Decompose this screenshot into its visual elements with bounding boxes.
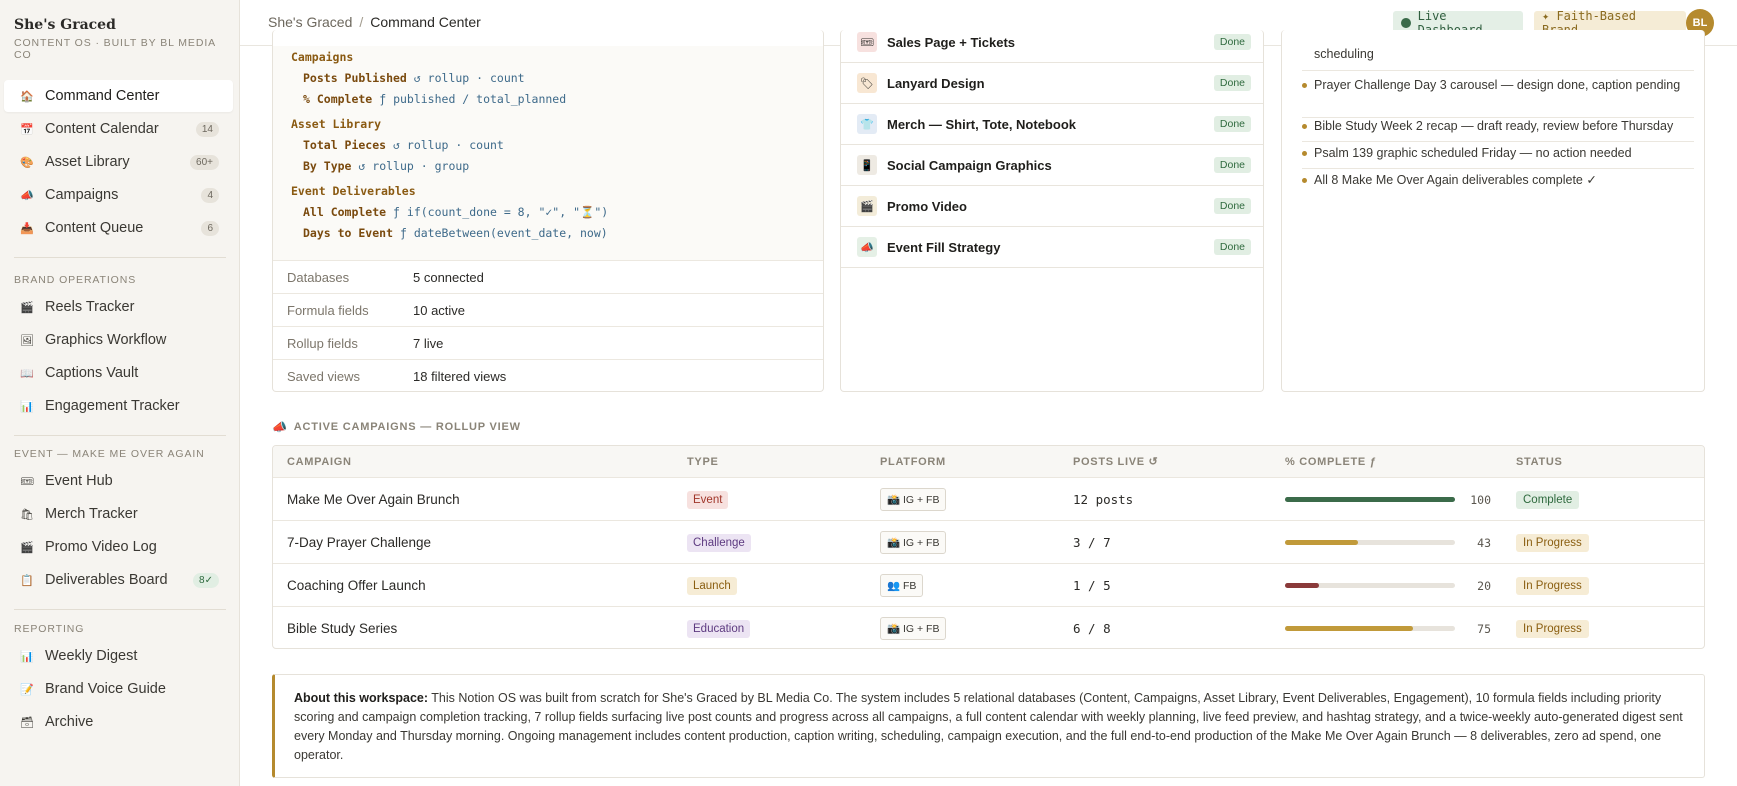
brand-title: She's Graced — [14, 17, 116, 33]
progress-bar — [1285, 497, 1455, 502]
platform-tag: 👥 FB — [880, 574, 923, 597]
ticket-icon: 🎟 — [857, 32, 877, 52]
mobile-phone-icon: 📱 — [857, 155, 877, 175]
sidebar-item-brand-voice-guide[interactable] — [4, 673, 233, 705]
deliverable-name: Promo Video — [887, 198, 967, 214]
deliverable-item[interactable] — [841, 63, 1263, 104]
sidebar-item-reels-tracker[interactable] — [4, 291, 233, 323]
formula-expression: rollup · group — [372, 159, 470, 173]
formula-card — [272, 30, 824, 392]
faith-brand-badge: ✦ Faith-Based — [1534, 11, 1686, 34]
type-tag: Education — [687, 620, 750, 638]
status-badge: Done — [1214, 75, 1251, 91]
column-header[interactable]: POSTS LIVE ↺ — [1073, 456, 1159, 468]
framed-picture-icon: 🖼 — [20, 334, 34, 347]
brand-subtitle: CONTENT OS · BUILT BY BL MEDIA CO — [14, 37, 216, 61]
stat-value: 5 connected — [413, 269, 484, 285]
posts-live: 1 / 5 — [1073, 578, 1111, 593]
progress-bar — [1285, 583, 1455, 588]
deliverable-name: Event Fill Strategy — [887, 239, 1001, 255]
stat-row — [273, 293, 824, 326]
campaigns-table — [272, 445, 1705, 649]
sidebar-section-label: BRAND OPERATIONS — [14, 274, 137, 286]
column-header[interactable]: % COMPLETE ƒ — [1285, 456, 1377, 468]
sidebar-item-label: Campaigns — [45, 187, 119, 203]
stat-row — [273, 359, 824, 392]
inbox-tray-icon: 📥 — [20, 222, 34, 235]
formula-field-name: By Type — [303, 159, 352, 173]
status-badge: Done — [1214, 34, 1251, 50]
progress-bar — [1285, 540, 1455, 545]
progress-fill — [1285, 626, 1413, 631]
formula-field — [303, 71, 525, 85]
sidebar-item-deliverables-board[interactable] — [4, 564, 233, 596]
formula-field-name: Days to Event — [303, 226, 394, 240]
stat-value: 18 filtered views — [413, 368, 507, 384]
formula-expression: rollup · count — [406, 138, 504, 152]
digest-item — [1302, 46, 1694, 63]
formula-field — [303, 92, 566, 106]
count-badge: 4 — [201, 188, 219, 203]
formula-icon: ƒ — [399, 226, 407, 240]
campaign-name: Bible Study Series — [287, 621, 398, 636]
status-badge: Complete — [1516, 491, 1579, 509]
sidebar-item-label: Engagement Tracker — [45, 398, 180, 414]
formula-group-title: Campaigns — [291, 50, 354, 64]
progress-fill — [1285, 540, 1358, 545]
about-lead: About this workspace: — [294, 691, 429, 705]
sidebar-item-label: Asset Library — [45, 154, 130, 170]
table-header — [273, 446, 1705, 478]
posts-live: 3 / 7 — [1073, 535, 1111, 550]
section-title-text: ACTIVE CAMPAIGNS — ROLLUP VIEW — [293, 421, 521, 433]
stat-label: Saved views — [287, 368, 360, 384]
stat-row — [273, 260, 824, 293]
deliverable-item[interactable] — [841, 186, 1263, 227]
megaphone-icon: 📣 — [272, 420, 288, 434]
posts-live: 6 / 8 — [1073, 621, 1111, 636]
count-badge: 14 — [196, 122, 219, 137]
digest-item — [1302, 145, 1694, 162]
deliverable-name: Sales Page + Tickets — [887, 34, 1016, 50]
sidebar-item-label: Command Center — [45, 88, 160, 104]
formula-code-block — [273, 46, 824, 261]
sidebar-item-label: Content Calendar — [45, 121, 159, 137]
deliverable-item[interactable] — [841, 145, 1263, 186]
sidebar-divider — [14, 257, 226, 258]
memo-icon: 📝 — [20, 683, 34, 696]
stat-value: 7 live — [413, 335, 444, 351]
type-tag: Launch — [687, 577, 737, 595]
digest-card — [1281, 30, 1705, 392]
sidebar-item-asset-library[interactable] — [4, 146, 233, 178]
deliverable-name: Lanyard Design — [887, 75, 985, 91]
sidebar-item-captions-vault[interactable] — [4, 357, 233, 389]
sidebar-item-label: Merch Tracker — [45, 506, 138, 522]
formula-expression: published / total_planned — [393, 92, 567, 106]
platform-tag: 📸 IG + FB — [880, 531, 946, 554]
formula-expression: rollup · count — [427, 71, 525, 85]
formula-icon: ƒ — [393, 205, 400, 219]
percent-complete: 100 — [1470, 492, 1491, 507]
live-dashboard-label: Live — [1417, 8, 1447, 23]
stat-label: Formula fields — [287, 302, 369, 318]
status-badge: In Progress — [1516, 620, 1589, 638]
formula-field — [303, 226, 608, 240]
live-dot-icon — [1401, 18, 1411, 28]
formula-icon: ƒ — [379, 92, 387, 106]
digest-item — [1302, 118, 1694, 135]
sidebar-item-engagement-tracker[interactable] — [4, 390, 233, 422]
formula-group-title: Event Deliverables — [291, 184, 416, 198]
sidebar-section-label: EVENT — MAKE ME OVER AGAIN — [14, 448, 205, 460]
sidebar-item-content-queue[interactable] — [4, 212, 233, 244]
bar-chart-icon: 📊 — [20, 650, 34, 663]
house-icon: 🏠 — [20, 90, 34, 103]
formula-field-name: All Complete — [303, 205, 387, 219]
sidebar-item-archive[interactable] — [4, 706, 233, 738]
column-header[interactable]: STATUS — [1516, 456, 1563, 468]
formula-field-name: % Complete — [303, 92, 373, 106]
calendar-icon: 📅 — [20, 123, 34, 136]
sidebar-item-campaigns[interactable] — [4, 179, 233, 211]
bullet-icon — [1302, 151, 1307, 156]
percent-complete: 75 — [1477, 621, 1491, 636]
sidebar-divider — [14, 435, 226, 436]
stat-row — [273, 326, 824, 359]
sidebar-item-label: Archive — [45, 714, 94, 730]
platform-tag: 📸 IG + FB — [880, 488, 946, 511]
sidebar-item-graphics-workflow[interactable] — [4, 324, 233, 356]
deliverable-item[interactable] — [841, 30, 1263, 63]
progress-fill — [1285, 583, 1319, 588]
column-header[interactable]: PLATFORM — [880, 456, 946, 468]
digest-item — [1302, 77, 1694, 94]
sidebar-item-label: Brand Voice Guide — [45, 681, 166, 697]
digest-item — [1302, 172, 1694, 189]
about-text: This Notion OS was built from scratch for She's Graced by BL Media Co. The system includes 5 relational databases (Content, Campaigns, Asset Library, Event Deliverables, Engagement), 10 formula fields including priority scoring and campaign completion tracking, 7 rollup fields surfacing live post counts and progress across all campaigns, a full content calendar with weekly planning, live feed preview, and hashtag strategy, and a twice-weekly auto-generated digest sent every Monday and Thursday morning. Ongoing management includes content production, caption writing, scheduling, campaign execution, and the full end-to-end production of the Make Me Over Again Brunch — 8 deliverables, zero ad spend, one operator. — [294, 691, 1683, 762]
sidebar-item-command-center[interactable] — [4, 80, 233, 112]
brand-block — [0, 0, 239, 64]
digest-divider — [1302, 70, 1694, 71]
formula-field-name: Posts Published — [303, 71, 407, 85]
percent-complete: 43 — [1477, 535, 1491, 550]
breadcrumb — [268, 14, 481, 30]
table-row[interactable] — [273, 607, 1705, 649]
formula-field-name: Total Pieces — [303, 138, 387, 152]
avatar[interactable]: BL — [1686, 9, 1714, 37]
status-badge: Done — [1214, 198, 1251, 214]
deliverable-item[interactable] — [841, 227, 1263, 268]
digest-divider — [1302, 141, 1694, 142]
sidebar-item-event-hub[interactable] — [4, 465, 233, 497]
status-badge: In Progress — [1516, 534, 1589, 552]
formula-expression: dateBetween(event_date, now) — [413, 226, 608, 240]
campaign-name: Make Me Over Again Brunch — [287, 492, 460, 507]
rollup-icon: ↺ — [413, 71, 421, 85]
section-title — [272, 420, 521, 434]
about-workspace-callout — [272, 674, 1705, 778]
digest-text: Prayer Challenge Day 3 carousel — design done, caption pending — [1314, 78, 1681, 92]
archive-box-icon: 🗃 — [20, 716, 34, 729]
deliverable-item[interactable] — [841, 104, 1263, 145]
stat-label: Rollup fields — [287, 335, 358, 351]
clapper-icon: 🎬 — [20, 301, 34, 314]
formula-field — [303, 138, 504, 152]
platform-tag: 📸 IG + FB — [880, 617, 946, 640]
status-badge: Done — [1214, 157, 1251, 173]
percent-complete: 20 — [1477, 578, 1491, 593]
count-badge: 8✓ — [193, 573, 219, 588]
campaign-name: Coaching Offer Launch — [287, 578, 426, 593]
digest-text: scheduling — [1314, 47, 1374, 61]
deliverables-card — [840, 30, 1264, 392]
formula-group-title: Asset Library — [291, 117, 382, 131]
rollup-icon: ↺ — [358, 159, 366, 173]
sidebar-item-label: Reels Tracker — [45, 299, 135, 315]
open-book-icon: 📖 — [20, 367, 34, 380]
shopping-bags-icon: 🛍 — [20, 508, 34, 521]
bullet-icon — [1302, 83, 1307, 88]
breadcrumb-separator: / — [359, 14, 364, 30]
sidebar-item-label: Content Queue — [45, 220, 144, 236]
status-badge: In Progress — [1516, 577, 1589, 595]
bullet-icon — [1302, 124, 1307, 129]
type-tag: Challenge — [687, 534, 751, 552]
clapper-icon: 🎬 — [857, 196, 877, 216]
megaphone-icon: 📣 — [20, 189, 34, 202]
sidebar-item-label: Event Hub — [45, 473, 113, 489]
count-badge: 6 — [201, 221, 219, 236]
progress-bar — [1285, 626, 1455, 631]
label-tag-icon: 🏷 — [857, 73, 877, 93]
sidebar-item-content-calendar[interactable] — [4, 113, 233, 145]
shirt-icon: 👕 — [857, 114, 877, 134]
table-row[interactable] — [273, 478, 1705, 521]
sidebar — [0, 0, 240, 786]
sidebar-item-label: Deliverables Board — [45, 572, 168, 588]
stat-label: Databases — [287, 269, 350, 285]
formula-expression: if(count_done = 8, "✓", "⏳") — [406, 205, 609, 219]
column-header[interactable]: TYPE — [687, 456, 719, 468]
digest-text: Bible Study Week 2 recap — draft ready, review before Thursday — [1314, 119, 1674, 133]
rollup-icon: ↺ — [393, 138, 400, 152]
sidebar-item-label: Captions Vault — [45, 365, 139, 381]
sidebar-divider — [14, 609, 226, 610]
sidebar-item-label: Weekly Digest — [45, 648, 138, 664]
type-tag: Event — [687, 491, 728, 509]
megaphone-icon: 📣 — [857, 237, 877, 257]
sidebar-item-promo-video-log[interactable] — [4, 531, 233, 563]
breadcrumb-root[interactable]: She's Graced — [268, 14, 353, 30]
breadcrumb-current: Command Center — [370, 14, 481, 30]
ticket-icon: 🎟 — [20, 475, 34, 488]
table-row[interactable] — [273, 564, 1705, 607]
formula-field — [303, 159, 469, 173]
status-badge: Done — [1214, 239, 1251, 255]
bar-chart-icon: 📊 — [20, 400, 34, 413]
sidebar-item-label: Graphics Workflow — [45, 332, 167, 348]
formula-field — [303, 205, 608, 219]
sidebar-item-weekly-digest[interactable] — [4, 640, 233, 672]
sidebar-item-merch-tracker[interactable] — [4, 498, 233, 530]
digest-text: All 8 Make Me Over Again deliverables complete ✓ — [1314, 173, 1597, 187]
digest-divider — [1302, 168, 1694, 169]
campaign-name: 7-Day Prayer Challenge — [287, 535, 432, 550]
posts-live: 12 posts — [1073, 492, 1134, 507]
count-badge: 60+ — [190, 155, 219, 170]
status-badge: Done — [1214, 116, 1251, 132]
bullet-icon — [1302, 178, 1307, 183]
clipboard-icon: 📋 — [20, 574, 34, 587]
sidebar-section-label: REPORTING — [14, 623, 85, 635]
sidebar-item-label: Promo Video Log — [45, 539, 157, 555]
progress-fill — [1285, 497, 1455, 502]
clapper-icon: 🎬 — [20, 541, 34, 554]
stat-value: 10 active — [413, 302, 466, 318]
column-header[interactable]: CAMPAIGN — [287, 456, 352, 468]
deliverable-name: Social Campaign Graphics — [887, 157, 1052, 173]
palette-icon: 🎨 — [20, 156, 34, 169]
deliverable-name: Merch — Shirt, Tote, Notebook — [887, 116, 1076, 132]
table-row[interactable] — [273, 521, 1705, 564]
digest-text: Psalm 139 graphic scheduled Friday — no action needed — [1314, 146, 1632, 160]
